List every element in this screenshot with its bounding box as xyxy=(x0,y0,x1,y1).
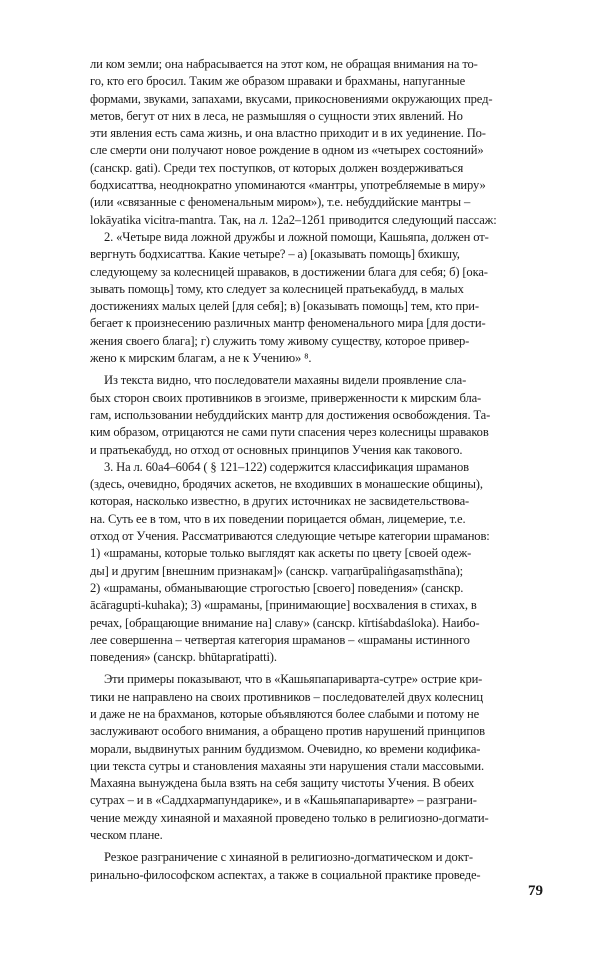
text-line: ли ком земли; она набрасывается на этот ком, не обращая внимания на то- xyxy=(90,57,478,71)
text-line: Из текста видно, что последователи махаяны видели проявление сла- xyxy=(104,373,467,388)
paragraph-5 xyxy=(90,671,550,844)
text-line: бегает к произнесению различных мантр феноменального мира [для дости- xyxy=(90,316,486,331)
text-line: ācāragupti-kuhaka); 3) «шраманы, [принимающие] восхваления в стихах, в xyxy=(90,598,477,613)
text-line: (санскр. gati). Среди тех поступков, от которых должен воздерживаться xyxy=(90,160,464,175)
text-line: 2. «Четыре вида ложной дружбы и ложной помощи, Кашьяпа, должен от- xyxy=(104,229,489,244)
text-line: жено к мирским благам, а не к Учению» ⁸. xyxy=(90,351,312,366)
text-line: Эти примеры показывают, что в «Кашьяпапариварта-сутре» острие кри- xyxy=(104,672,483,687)
text-line: поведения» (санскр. bhūtapratipatti). xyxy=(90,650,277,665)
text-line: отход от Учения. Рассматриваются следующие четыре категории шраманов: xyxy=(90,529,490,544)
text-line: 1) «шраманы, которые только выглядят как аскеты по цвету [своей одеж- xyxy=(90,546,472,561)
paragraph-1 xyxy=(90,56,550,229)
text-line: следующему за колесницей шраваков, в достижении блага для себя; б) [ока- xyxy=(90,264,488,279)
paragraph-4 xyxy=(90,459,550,667)
text-line: речах, [обращающие внимание на] славу» (санскр. kīrtiśabdaśloka). Наибо- xyxy=(90,615,480,630)
text-line: ким образом, отрицаются не сами пути спасения через колесницы шраваков xyxy=(90,425,489,440)
text-line: сле смерти они получают новое рождение в одном из «четырех состояний» xyxy=(90,143,484,158)
text-line: lokāyatika vicitra-mantra. Так, на л. 12а2–12б1 приводится следующий пассаж: xyxy=(90,212,497,227)
text-line: чение между хинаяной и махаяной проведено только в религиозно-догмати- xyxy=(90,810,489,825)
text-line: гам, использовании небуддийских мантр для достижения освобождения. Та- xyxy=(90,407,491,422)
text-line: (или «связанные с феноменальным миром»), т.е. небуддийские мантры – xyxy=(90,195,471,210)
text-line: жения своего блага]; г) служить тому живому существу, которое привер- xyxy=(90,333,470,348)
text-line: эти явления есть сама жизнь, и она властно приходит и в их уединение. По- xyxy=(90,126,486,141)
text-line: бых сторон своих противников в эгоизме, приверженности к мирским бла- xyxy=(90,390,482,405)
body-text xyxy=(90,56,550,884)
text-line: 2) «шраманы, обманывающие строгостью [своего] поведения» (санскр. xyxy=(90,580,464,595)
text-line: сутрах – и в «Саддхармапундарике», и в «Кашьяпапариварте» – разграни- xyxy=(90,793,477,808)
text-line: бодхисаттва, неоднократно упоминаются «мантры, употребляемые в миру» xyxy=(90,178,486,193)
text-line: ды] и другим [внешним признакам]» (санскр. varṇarūpaliṅgasaṃsthāna); xyxy=(90,563,463,578)
text-line: (здесь, очевидно, бродячих аскетов, не входивших в монашеские общины), xyxy=(90,477,483,492)
text-line: тики не направлено на своих противников – последователей двух колесниц xyxy=(90,689,483,704)
paragraph-3 xyxy=(90,372,550,458)
text-line: морали, выдвинутых ранним буддизмом. Очевидно, ко времени кодифика- xyxy=(90,741,481,756)
text-line: го, кто его бросил. Таким же образом шраваки и брахманы, напуганные xyxy=(90,74,466,89)
text-line: 3. На л. 60а4–60б4 ( § 121–122) содержится классификация шраманов xyxy=(104,459,469,474)
text-line: заслуживают особого внимания, а обращено против нарушений принципов xyxy=(90,724,485,739)
text-line: на. Суть ее в том, что в их поведении порицается обман, лицемерие, т.е. xyxy=(90,511,466,526)
text-line: ческом плане. xyxy=(90,828,163,843)
text-line: зывать помощь] тому, кто следует за колесницей пратьекабудд, в малых xyxy=(90,281,464,296)
paragraph-6 xyxy=(90,849,550,884)
paragraph-2 xyxy=(90,229,550,367)
text-line: и даже не на брахманов, которые объявляются более слабыми и потому не xyxy=(90,706,480,721)
text-line: которая, насколько известно, в других источниках не засвидетельствова- xyxy=(90,494,470,509)
text-line: ции текста сутры и становления махаяны эти нарушения стали массовыми. xyxy=(90,758,484,773)
text-line: метов, бегут от них в леса, не размышляя о сущности этих явлений. Но xyxy=(90,108,463,123)
text-line: формами, звуками, запахами, вкусами, прикосновениями окружающих пред- xyxy=(90,91,493,106)
text-line: достижениях малых целей [для себя]; в) [оказывать помощь] тем, кто при- xyxy=(90,299,479,314)
text-line: Махаяна вынуждена была взять на себя защиту чистоты Учения. В обеих xyxy=(90,776,475,791)
text-line: лее совершенна – четвертая категория шраманов – «шраманы истинного xyxy=(90,632,470,647)
page-number: 79 xyxy=(528,883,543,899)
text-line: вергнуть бодхисаттва. Какие четыре? – а) [оказывать помощь] бхикшу, xyxy=(90,247,460,262)
text-line: ринально-философском аспектах, а также в социальной практике проведе- xyxy=(90,867,481,882)
text-line: и пратьекабудд, но отход от основных принципов Учения как такового. xyxy=(90,442,463,457)
text-line: Резкое разграничение с хинаяной в религиозно-догматическом и докт- xyxy=(104,850,473,865)
